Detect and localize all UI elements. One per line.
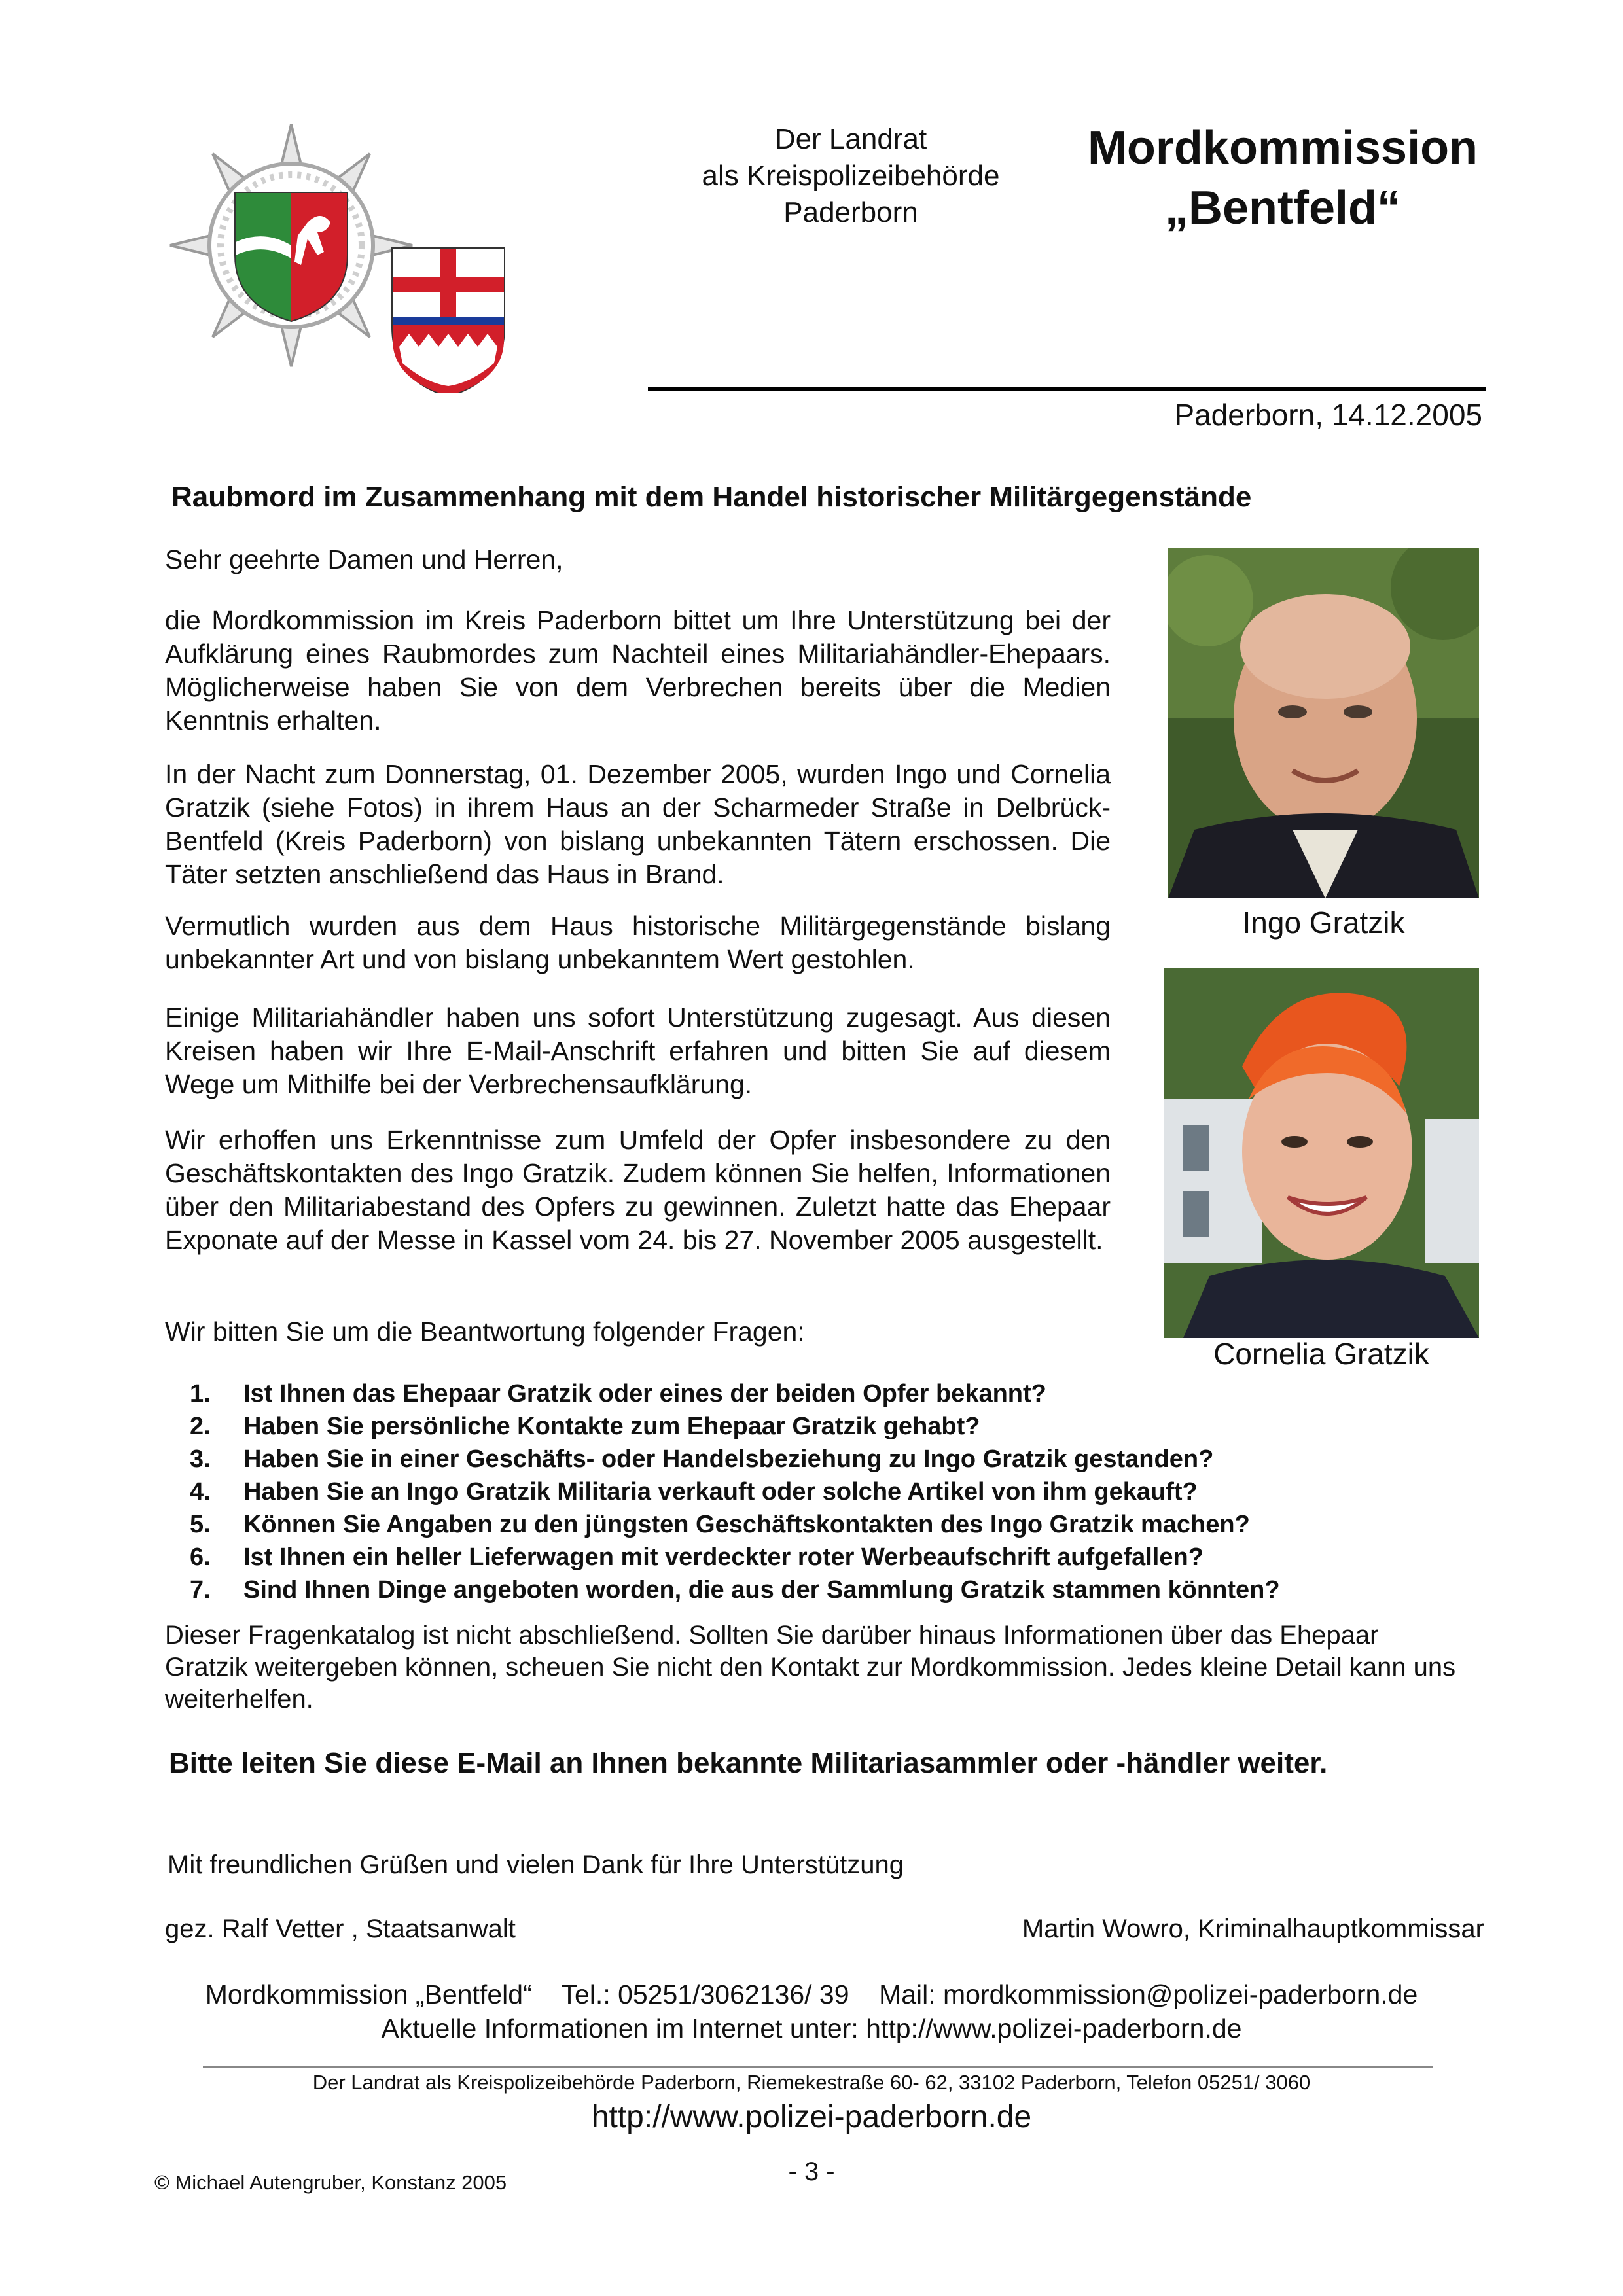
photo-caption-ingo: Ingo Gratzik: [1242, 906, 1405, 940]
questions-list: [190, 1377, 1466, 1606]
paragraph-questions-intro: Wir bitten Sie um die Beantwortung folgender Fragen:: [165, 1316, 805, 1347]
question-text: Haben Sie in einer Geschäfts- oder Handelsbeziehung zu Ingo Gratzik gestanden?: [243, 1445, 1214, 1473]
signature-investigator: Martin Wowro, Kriminalhauptkommissar: [1022, 1915, 1484, 1943]
paragraph-stolen-items: Vermutlich wurden aus dem Haus historische Militärgegenstände bislang unbekannter Art und von bislang unbekanntem Wert gestohlen.: [165, 911, 1111, 974]
question-number: 1.: [190, 1380, 211, 1407]
question-item: [190, 1574, 1466, 1606]
question-text: Ist Ihnen das Ehepaar Gratzik oder eines der beiden Opfer bekannt?: [243, 1380, 1046, 1407]
question-number: 4.: [190, 1478, 211, 1506]
question-item: [190, 1508, 1466, 1541]
page-number: - 3 -: [788, 2157, 835, 2186]
question-text: Haben Sie an Ingo Gratzik Militaria verkauft oder solche Artikel von ihm gekauft?: [243, 1478, 1198, 1506]
question-number: 7.: [190, 1576, 211, 1604]
contact-block: [0, 1977, 1623, 2045]
paragraph-crime: In der Nacht zum Donnerstag, 01. Dezember 2005, wurden Ingo und Cornelia Gratzik (siehe Fotos) in ihrem Haus an der Scharmeder Straße in Delbrück-Bentfeld (Kreis Paderborn) von bislang unbekannten Tätern erschossen. Die Täter setzten anschließend das Haus in Brand.: [165, 759, 1111, 889]
subject-line: Raubmord im Zusammenhang mit dem Handel historischer Militärgegenstände: [171, 481, 1252, 513]
portrait-woman-image: [1164, 968, 1479, 1338]
portrait-man-image: [1168, 548, 1479, 898]
footer-divider: [203, 2066, 1433, 2068]
police-coat-of-arms-logo: [167, 121, 507, 393]
question-number: 5.: [190, 1511, 211, 1538]
header-divider: [648, 387, 1486, 391]
document-date: Paderborn, 14.12.2005: [1174, 398, 1482, 432]
question-text: Haben Sie persönliche Kontakte zum Ehepaar Gratzik gehabt?: [243, 1413, 980, 1440]
question-number: 2.: [190, 1413, 211, 1440]
commission-title: [1021, 118, 1544, 238]
paragraph-expectations: Wir erhoffen uns Erkenntnisse zum Umfeld der Opfer insbesondere zu den Geschäftskontakten des Ingo Gratzik. Zudem können Sie helfen, Informationen über den Militariabestand des Opfers zu gewinnen. Zuletzt hatte das Ehepaar Exponate auf der Messe in Kassel vom 24. bis 27. November 2005 ausgestellt.: [165, 1125, 1111, 1255]
paderborn-district-shield-icon: [393, 249, 504, 393]
victim-photo-ingo: [1168, 548, 1479, 898]
question-text: Können Sie Angaben zu den jüngsten Geschäftskontakten des Ingo Gratzik machen?: [243, 1511, 1250, 1538]
issuing-authority: [648, 121, 1054, 231]
photo-caption-cornelia: Cornelia Gratzik: [1213, 1337, 1429, 1371]
authority-line: als Kreispolizeibehörde: [702, 160, 1000, 192]
closing-paragraph: Dieser Fragenkatalog ist nicht abschließend. Sollten Sie darüber hinaus Informationen über das Ehepaar Gratzik weitergeben können, scheuen Sie nicht den Kontakt zur Mordkommission. Jedes kleine Detail kann uns weiterhelfen.: [165, 1621, 1456, 1714]
signature-prosecutor: gez. Ralf Vetter , Staatsanwalt: [165, 1915, 516, 1943]
question-item: [190, 1377, 1466, 1410]
forward-request: Bitte leiten Sie diese E-Mail an Ihnen bekannte Militariasammler oder -händler weiter.: [169, 1747, 1328, 1779]
question-item: [190, 1541, 1466, 1574]
footer-url-link[interactable]: http://www.polizei-paderborn.de: [591, 2100, 1032, 2134]
authority-line: Paderborn: [783, 196, 918, 228]
greeting: Sehr geehrte Damen und Herren,: [165, 544, 563, 574]
commission-title-line: Mordkommission: [1087, 122, 1478, 174]
contact-line-website: Aktuelle Informationen im Internet unter: http://www.polizei-paderborn.de: [381, 2013, 1242, 2043]
regards: Mit freundlichen Grüßen und vielen Dank für Ihre Unterstützung: [168, 1850, 904, 1879]
question-item: [190, 1475, 1466, 1508]
question-text: Sind Ihnen Dinge angeboten worden, die aus der Sammlung Gratzik stammen könnten?: [243, 1576, 1280, 1604]
copyright-notice: © Michael Autengruber, Konstanz 2005: [154, 2171, 507, 2194]
commission-title-line: „Bentfeld“: [1165, 182, 1400, 234]
paragraph-intro: die Mordkommission im Kreis Paderborn bittet um Ihre Unterstützung bei der Aufklärung eines Raubmordes zum Nachteil eines Militariahändler-Ehepaars. Möglicherweise haben Sie von dem Verbrechen bereits über die Medien Kenntnis erhalten.: [165, 605, 1111, 735]
footer-address: Der Landrat als Kreispolizeibehörde Paderborn, Riemekestraße 60- 62, 33102 Paderborn, Telefon 05251/ 3060: [312, 2071, 1311, 2094]
question-text: Ist Ihnen ein heller Lieferwagen mit verdeckter roter Werbeaufschrift aufgefallen?: [243, 1544, 1204, 1571]
question-number: 3.: [190, 1445, 211, 1473]
question-item: [190, 1410, 1466, 1443]
question-item: [190, 1443, 1466, 1475]
victim-photo-cornelia: [1164, 968, 1479, 1338]
authority-line: Der Landrat: [774, 123, 927, 155]
question-number: 6.: [190, 1544, 211, 1571]
contact-line-phone-mail: Mordkommission „Bentfeld“ Tel.: 05251/3062136/ 39 Mail: mordkommission@polizei-paderborn.de: [205, 1979, 1418, 2009]
paragraph-dealers: Einige Militariahändler haben uns sofort Unterstützung zugesagt. Aus diesen Kreisen haben wir Ihre E-Mail-Anschrift erfahren und bitten Sie auf diesem Wege um Mithilfe bei der Verbrechensaufklärung.: [165, 1002, 1111, 1099]
